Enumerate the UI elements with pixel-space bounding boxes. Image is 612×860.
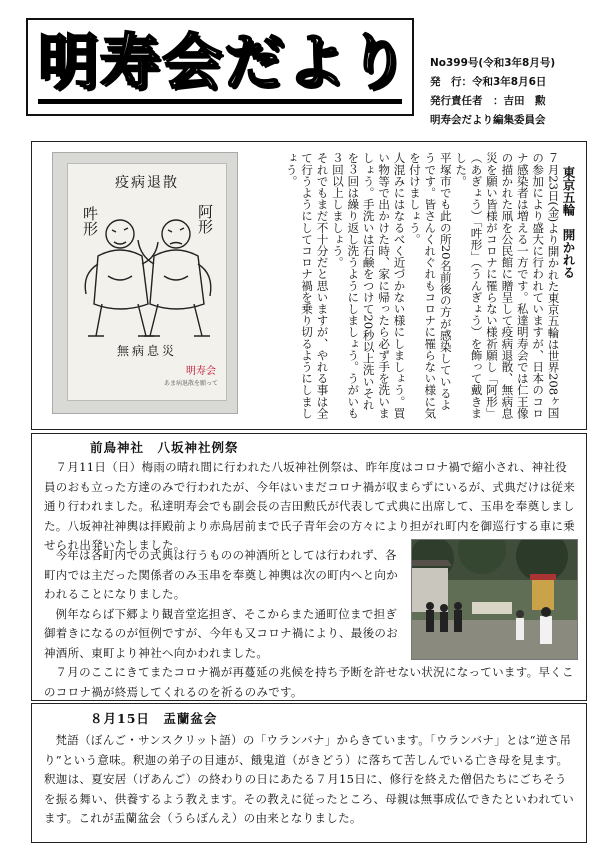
shrine-paragraph	[44, 663, 578, 702]
issue-editor: 明寿会だより編集委員会	[430, 114, 546, 126]
issue-date: 発 行：令和3年8月6日	[430, 76, 547, 88]
shrine-paragraph	[44, 546, 406, 663]
olympics-paragraph: ７月23日(金)より開かれた東京五輪は世界208ヶ国の参加により盛大に行われていますが、日本のコロナ感染者は増える一方です。私達明寿会では仁王像の描かれた凧を公民館に贈呈して疫病退散、無病息災を願い皆様がコロナに罹らない様祈願し「阿形」（あぎょう）「吽形」（うんぎょう）を飾って戴きました。	[454, 152, 561, 419]
issue-number: No399号(令和3年8月号)	[430, 57, 556, 69]
poster-seal: 明寿会	[186, 366, 216, 377]
kite-poster-image	[52, 152, 238, 414]
poster-right-label: 阿形	[196, 204, 214, 234]
shrine-paragraph-text: 今年は各町内での式典は行うものの神酒所としては行われず、各町内では主だった関係者のみ玉串を奉奠し神輿は次の町内へと向かわれることになりました。	[44, 548, 398, 601]
olympics-title: 東京五輪 開かれる	[561, 166, 576, 279]
olympics-article	[246, 152, 576, 420]
kite-poster	[67, 163, 227, 401]
shrine-festival-title: 前鳥神社 八坂神社例祭	[90, 440, 239, 455]
shrine-paragraph-text: ７月のここにきてまたコロナ禍が再蔓延の兆候を持ち予断を許せない状況になっています。早くこのコロナ禍が終焉してくれるのを祈るのみです。	[44, 665, 574, 699]
olympics-paragraph: それでもまだ不十分だと思いますが、やれる事は全て行うようにしてコロナ禍を乗り切るようにしましょう。	[284, 152, 330, 419]
olympics-paragraph: 平塚市でも此の所20名前後の方が感染しているようです。皆さんくれぐれもコロナに罹らない様に気を付けましょう。	[407, 152, 453, 419]
issue-publisher: 発行責任者 ：吉田 勲	[430, 95, 546, 107]
shrine-paragraph-text: 例年ならば下郷より観音堂迄担ぎ、そこからまた通町位まで担ぎ御着きになるのが恒例ですが、今年も又コロナ禍により、最後のお神酒所、東町より神社へ向かわれました。	[44, 606, 398, 660]
obon-title: ８月15日 盂蘭盆会	[90, 711, 218, 726]
obon-paragraph	[44, 731, 578, 829]
ceremony-scene	[412, 540, 578, 660]
masthead	[26, 18, 414, 116]
shrine-ceremony-photo	[411, 539, 578, 660]
newsletter-title: 明寿会だより	[38, 28, 410, 98]
olympics-paragraph: 人混みにはなるべく近づかない様にしましょう。買い物等で出かけた時、家に帰ったら必ず手を洗いましょう。手洗いは石鹸をつけて20秒以上洗いそれを３回は繰り返し洗うようにしましょう。うがいも３回以上しましょう。	[330, 152, 407, 419]
issue-info	[430, 54, 600, 130]
poster-left-label: 吽形	[81, 206, 99, 236]
obon-paragraph-text: 梵語（ぼんご・サンスクリット語）の「ウランバナ」からきています。「ウランバナ」とは“逆さ吊り”という意味。釈迦の弟子の目連が、餓鬼道（がきどう）に落ちて苦しんでいる亡き母を見ます。釈迦は、夏安居（げあんご）の終わりの日にあたる７月15日に、修行を終えた僧侶たちにごちそうを振る舞い、供養するよう教えます。その教えに従ったところ、母親は無事成仏できたといわれています。これが盂蘭盆会（うらぼんえ）の由来となりました。	[44, 733, 575, 825]
masthead-rule	[38, 99, 402, 104]
poster-motto: 無病息災	[116, 344, 177, 358]
poster-subtext: あま病退散を願って	[163, 380, 218, 387]
poster-heading: 疫病退散	[115, 175, 179, 191]
shrine-paragraph-text: ７月11日（日）梅雨の晴れ間に行われた八坂神社例祭は、昨年度はコロナ禍で縮小され、神社役員のおも立った方達のみで行われたが、今年はいまだコロナ禍が収まらずにいるが、式典だけは従来通り行われました。私達明寿会でも副会長の吉田勲氏が代表して式典に出席して、玉串を奉奠しました。八坂神社神輿は拝殿前より赤鳥居前まで氏子青年会の方々により担がれ町内を御巡行する車に乗せられ出発いたしました。	[44, 460, 575, 552]
